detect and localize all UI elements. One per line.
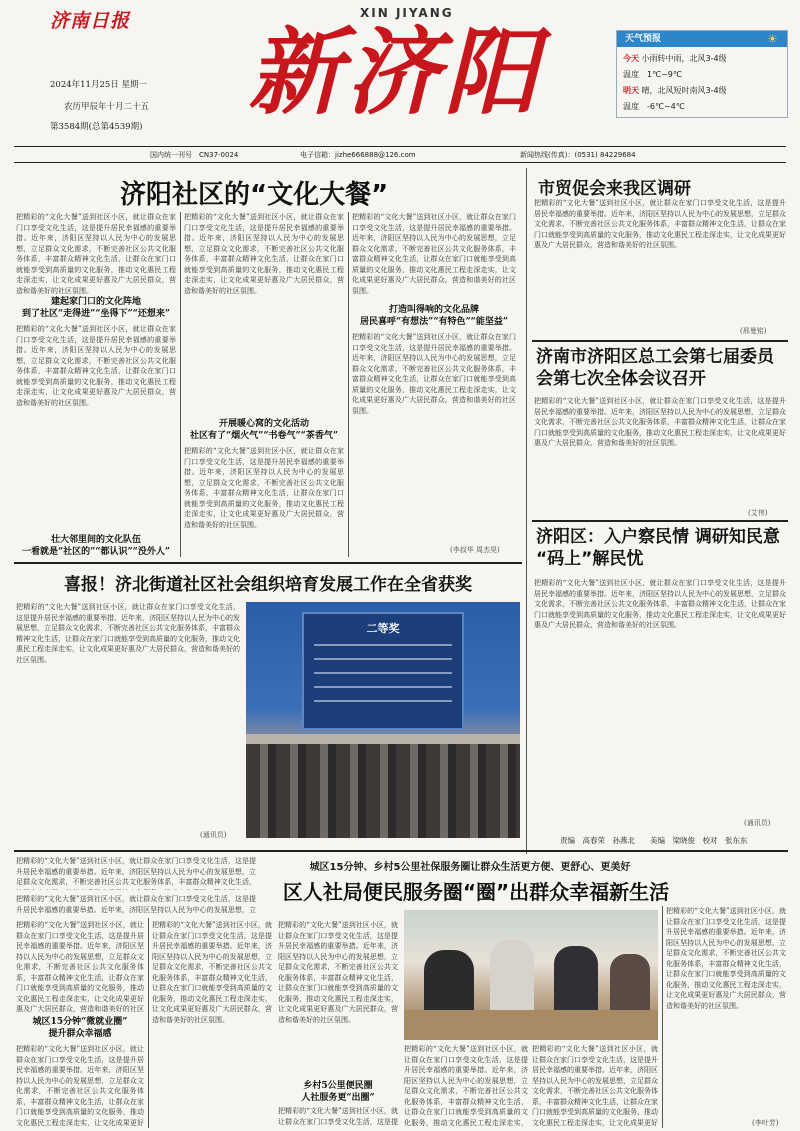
weather-today: 今天 小雨转中雨，北风3-4级 (623, 54, 727, 63)
award-caption: 二等奖 (366, 622, 400, 635)
paper-name-logo: 济南日报 (50, 10, 131, 32)
article-body: 把精彩的“文化大餐”送到社区小区，就让群众在家门口享受文化生活，这是提升居民幸福感的重要举措。近年来，济阳区坚持以人民为中心的发展思想，立 (16, 895, 256, 914)
column-rule (148, 918, 149, 1128)
masthead-rule (14, 146, 786, 147)
editors-credit: 责编 高春荣 孙燕北 美编 梁晓俊 校对 张东东 (560, 836, 748, 845)
article-byline: (李叔华 周杰昊) (450, 546, 500, 554)
stage-people (246, 742, 520, 838)
masthead-pinyin: XIN JIYANG (360, 6, 454, 20)
column-rule (180, 212, 181, 557)
screen-names (314, 644, 452, 714)
section-rule (14, 562, 522, 564)
unified-number: 国内统一刊号 CN37-0024 (150, 151, 239, 159)
article-body: 把精彩的“文化大餐”送到社区小区，就让群众在家门口享受文化生活，这是提升居民幸福感的重要举措。近年来，济阳区坚持以人民为中心的发展思想，立足群众文化需求，不断完善社区公共文化服务体系，丰富群众精神文化生活，让群众在家门口就能享受到高质量的文化服务，推动文化惠民工程走深走实，让文化成果更好惠及广大居民群众，营造和谐美好的社区氛围。 (352, 333, 516, 415)
article-subhead: 城区15分钟“微就业圈” 提升群众幸福感 (32, 1017, 128, 1039)
article-body: 把精彩的“文化大餐”送到社区小区，就让群众在家门口享受文化生活，这是提升居民幸福感的重要举措。近年来，济阳区坚持以人民为中心的发展思想，立足群众文化需求，不断完善社区公共文化服务体系，丰富群众精神文化生活，让群众在家门口就能享受到高质量的文化服务，推动文化惠民工程走深走实，让文化成果更好惠及广大居民群众，营造和谐美好的社区氛围。 (152, 921, 272, 1024)
article-subhead: 打造叫得响的文化品牌 居民喜呼“有想法”“有特色”“能坚益” (359, 305, 509, 327)
weather-header: 天气预报 (617, 31, 787, 47)
article-title: 喜报！济北街道社区社会组织培育发展工作在全省获奖 (64, 575, 472, 595)
article-subhead: 开展暖心窝的文化活动 社区有了“烟火气”“书卷气”“茶香气” (189, 419, 339, 441)
article-title: 市贸促会来我区调研 (538, 179, 691, 199)
article-body: 把精彩的“文化大餐”送到社区小区，就让群众在家门口享受文化生活，这是提升居民幸福感的重要举措。近年来，济阳区坚持以人民为中心的发展思想，立足群众文化需求，不断完善社区公共文化服务体系，丰富群众精神文化生活，让群众在家门口就能享受到高质量的文化服务，推动文化惠民工程走深走实，让文化成果更好 (16, 1045, 144, 1127)
issue-number: 第3584期(总第4539期) (50, 122, 143, 132)
award-photo (246, 602, 520, 838)
article-body: 把精彩的“文化大餐”送到社区小区，就让群众在家门口享受文化生活，这是提升居民幸福感的重要举措。近年来，济阳区坚持以人民为中心的发展思想，立足群众文化需求，不断完善社区公共文化服务体系，丰富群众精神文化生活，让群众在家门口就能享受到高质量的文化服务，推动文化惠民工程走深走实，让文化成果更好 (532, 1045, 658, 1127)
column-rule (526, 168, 527, 854)
contact-email: 电子信箱：jizhe666888@126.com (300, 151, 416, 159)
article-body: 把精彩的“文化大餐”送到社区小区，就让群众在家门口享受文化生活，这是提升居民幸福感的重要举措。近年来，济阳区坚持以人民为中心的发展思想，立足群众文化需求，不断完善社区公共文化服务体系，丰富群众精神文化生活，让群众在家门口就能享受到高质量的文化服务，推动文化惠民工程走深走实，让文化成果更好惠及广大居民群众，营造和谐美好的社区氛围。 (534, 199, 786, 249)
section-rule (532, 520, 788, 522)
article-body: 把精彩的“文化大餐”送到社区小区，就让群众在家门口享受文化生活，这是提升居民幸福感的重要举措。近年来，济阳区坚持以人民为中心的发展思想，立足群众文化需求，不断完善社区公共文化服务体系，丰富群众精神文化生活，让群众在家门口就能享受到高质量的文化服务，推动文化惠民工程走深走实，让文化成果更好惠及广大居民群众，营造和谐美好的社区氛围。 (184, 213, 344, 295)
article-title: 区人社局便民服务圈“圈”出群众幸福新生活 (282, 880, 670, 904)
column-rule (348, 212, 349, 557)
article-body: 把精彩的“文化大餐”送到社区小区，就让群众在家门口享受文化生活，这是提升居民幸福感的重要举措。近年来，济阳区坚持以人民为中心的发展思想，立足群众文化需求，不断完善社区公共文化服务体系，丰富群众精神文化生活，让群众在家门口就能享受到高质量的文化服务，推动文化惠民工程走深走实，让文化成果更好惠及广大居民群众，营造和谐美好的社区氛围。 (534, 579, 786, 629)
article-body: 把精彩的“文化大餐”送到社区小区，就让群众在家门口享受文化生活，这是提升居民幸福感的重要举措。近年来，济阳区坚持以人民为中心的发展思想，立足群众文化需求，不断完善社区公共文化服务体系，丰富群众精神文化生活，让群众在家门口就能享受到高质量的文化服务，推动文化惠民工程走深走实，让文化成果更好惠及广大居民群众，营造和谐美好的社区氛围。 (16, 603, 240, 664)
section-rule (14, 850, 788, 852)
article-body: 把精彩的“文化大餐”送到社区小区，就让群众在家门口享受文化生活，这是提升居民幸福感的重要举措。近年来，济阳区坚持以人民为中心的发展思想，立足群众文化需求，不断完善社区公共文化服务体系，丰富群众精神文化生活，让群众在家门口就能享受到高质量的文化服务，推动文化惠民工程走深走实，让文化成果更好惠及广大居民群众，营造和谐美好的社区氛围。 (352, 213, 516, 295)
masthead-rule-2 (14, 162, 786, 163)
article-subhead: 壮大邻里间的文化队伍 一看就是“社区的”“都认识”“没外人” (21, 535, 171, 557)
stage-screen (302, 612, 464, 730)
article-body: 把精彩的“文化大餐”送到社区小区，就让群众在家门口享受文化生活，这是提升居民幸福感的重要举措。近年来，济阳区坚持以人民为中心的发展思想，立足群众文化需求，不断完善社区公共文化服务体系，丰富群众精神文化生活，让群众在家门口就能享受到高质量的文化服务，推动文化惠民工程走深走实，让文化成果更好惠及广大居民群众，营造和谐美好的社区 (16, 921, 144, 1013)
stage-banner (246, 734, 520, 744)
weather-box (616, 30, 788, 118)
weather-sun-icon: ☀ (767, 32, 778, 46)
table (404, 1010, 658, 1040)
article-body: 把精彩的“文化大餐”送到社区小区，就让群众在家门口享受文化生活，这是提升居民幸福感的重要举措。近年来，济阳区坚持以人民为中心的发展思想，立足群众文化需求，不断完善社区公共文化服务体系，丰富群众精神文化生活，让群众在家门口就能享受到高质量的文化服务，推动文化惠民工程走深走实，让文化成果更好惠及广大居民群众，营造和谐美好的社区氛围。 (666, 907, 786, 1010)
article-byline: (艾伟) (748, 509, 768, 517)
article-body: 把精彩的“文化大餐”送到社区小区，就让群众在家门口享受文化生活，这是提升居民幸福感的重要举措。近年来，济阳区坚持以人民为中心的发展思想，立足群众文化需求，不断完善社区公共文化服务体系，丰富群众精神文化生活，让群众在家门口就能享受到高质量的文化服务，推动文化惠民工程走深走实，让文化成果更好惠及广大居民群众，营造和谐美好的社区氛围。 (16, 213, 176, 294)
article-subhead: 建起家门口的文化阵地 到了社区“走得进”“坐得下”“还想来” (21, 297, 171, 319)
article-body: 把精彩的“文化大餐”送到社区小区，就让群众在家门口享受文化生活，这是提 (278, 1107, 398, 1126)
weather-today-temp: 温度 1℃~9℃ (623, 70, 682, 79)
article-byline: (通讯员) (744, 819, 771, 827)
weather-tomorrow-temp: 温度 -6℃~4℃ (623, 102, 685, 111)
article-body: 把精彩的“文化大餐”送到社区小区，就让群众在家门口享受文化生活，这是提升居民幸福感的重要举措。近年来，济阳区坚持以人民为中心的发展思想，立足群众文化需求，不断完善社区公共文化服务体系，丰富群众精神文化生活，让群众在家门口就能享受到高质量的文化服务，推动文化惠民工程走深走实，让文化成果更好惠及广大居民群众，营造和谐美好的社区氛围。 (278, 921, 398, 1024)
article-body: 把精彩的“文化大餐”送到社区小区，就让群众在家门口享受文化生活，这是提升居民幸福感的重要举措。近年来，济阳区坚持以人民为中心的发展思想，立足群众文化需求，不断完善社区公共文化服务体系，丰富群众精神文化生活， (16, 857, 256, 886)
service-photo (404, 910, 658, 1040)
article-byline: (邢曼铭) (740, 327, 767, 335)
issue-date: 2024年11月25日 星期一 (50, 80, 147, 90)
article-subhead: 乡村5公里便民圈 人社服务更“出圈” (301, 1081, 375, 1103)
article-title: 济阳社区的“文化大餐” (120, 180, 389, 210)
article-byline: (李叶芳) (752, 1119, 779, 1127)
article-title: 济阳区：入户察民情 调研知民意 “码上”解民忧 (536, 527, 780, 569)
article-body: 把精彩的“文化大餐”送到社区小区，就让群众在家门口享受文化生活，这是提升居民幸福感的重要举措。近年来，济阳区坚持以人民为中心的发展思想，立足群众文化需求，不断完善社区公共文化服务体系，丰富群众精神文化生活，让群众在家门口就能享受到高质量的文化服务，推动文化惠民工程走深走实， (404, 1045, 528, 1127)
article-title: 济南市济阳区总工会第七届委员会第七次全体会议召开 (536, 347, 774, 389)
section-rule (532, 340, 788, 342)
article-body: 把精彩的“文化大餐”送到社区小区，就让群众在家门口享受文化生活，这是提升居民幸福感的重要举措。近年来，济阳区坚持以人民为中心的发展思想，立足群众文化需求，不断完善社区公共文化服务体系，丰富群众精神文化生活，让群众在家门口就能享受到高质量的文化服务，推动文化惠民工程走深走实，让文化成果更好惠及广大居民群众，营造和谐美好的社区氛围。 (184, 447, 344, 529)
masthead-title: 新济阳 (248, 18, 543, 128)
lunar-date: 农历甲辰年十月二十五 (64, 102, 150, 112)
weather-tomorrow: 明天 晴，北风短时南风3-4级 (623, 86, 727, 95)
article-body: 把精彩的“文化大餐”送到社区小区，就让群众在家门口享受文化生活，这是提升居民幸福感的重要举措。近年来，济阳区坚持以人民为中心的发展思想，立足群众文化需求，不断完善社区公共文化服务体系，丰富群众精神文化生活，让群众在家门口就能享受到高质量的文化服务，推动文化惠民工程走深走实，让文化成果更好惠及广大居民群众，营造和谐美好的社区氛围。 (16, 325, 176, 407)
column-rule (662, 906, 663, 1128)
article-byline: (通讯员) (200, 831, 227, 839)
news-hotline: 新闻热线(传真)：(0531) 84229684 (520, 151, 636, 159)
article-kicker: 城区15分钟、乡村5公里社保服务圈让群众生活更方便、更舒心、更美好 (309, 862, 631, 873)
article-body: 把精彩的“文化大餐”送到社区小区，就让群众在家门口享受文化生活，这是提升居民幸福感的重要举措。近年来，济阳区坚持以人民为中心的发展思想，立足群众文化需求，不断完善社区公共文化服务体系，丰富群众精神文化生活，让群众在家门口就能享受到高质量的文化服务，推动文化惠民工程走深走实，让文化成果更好惠及广大居民群众，营造和谐美好的社区氛围。 (534, 397, 786, 447)
